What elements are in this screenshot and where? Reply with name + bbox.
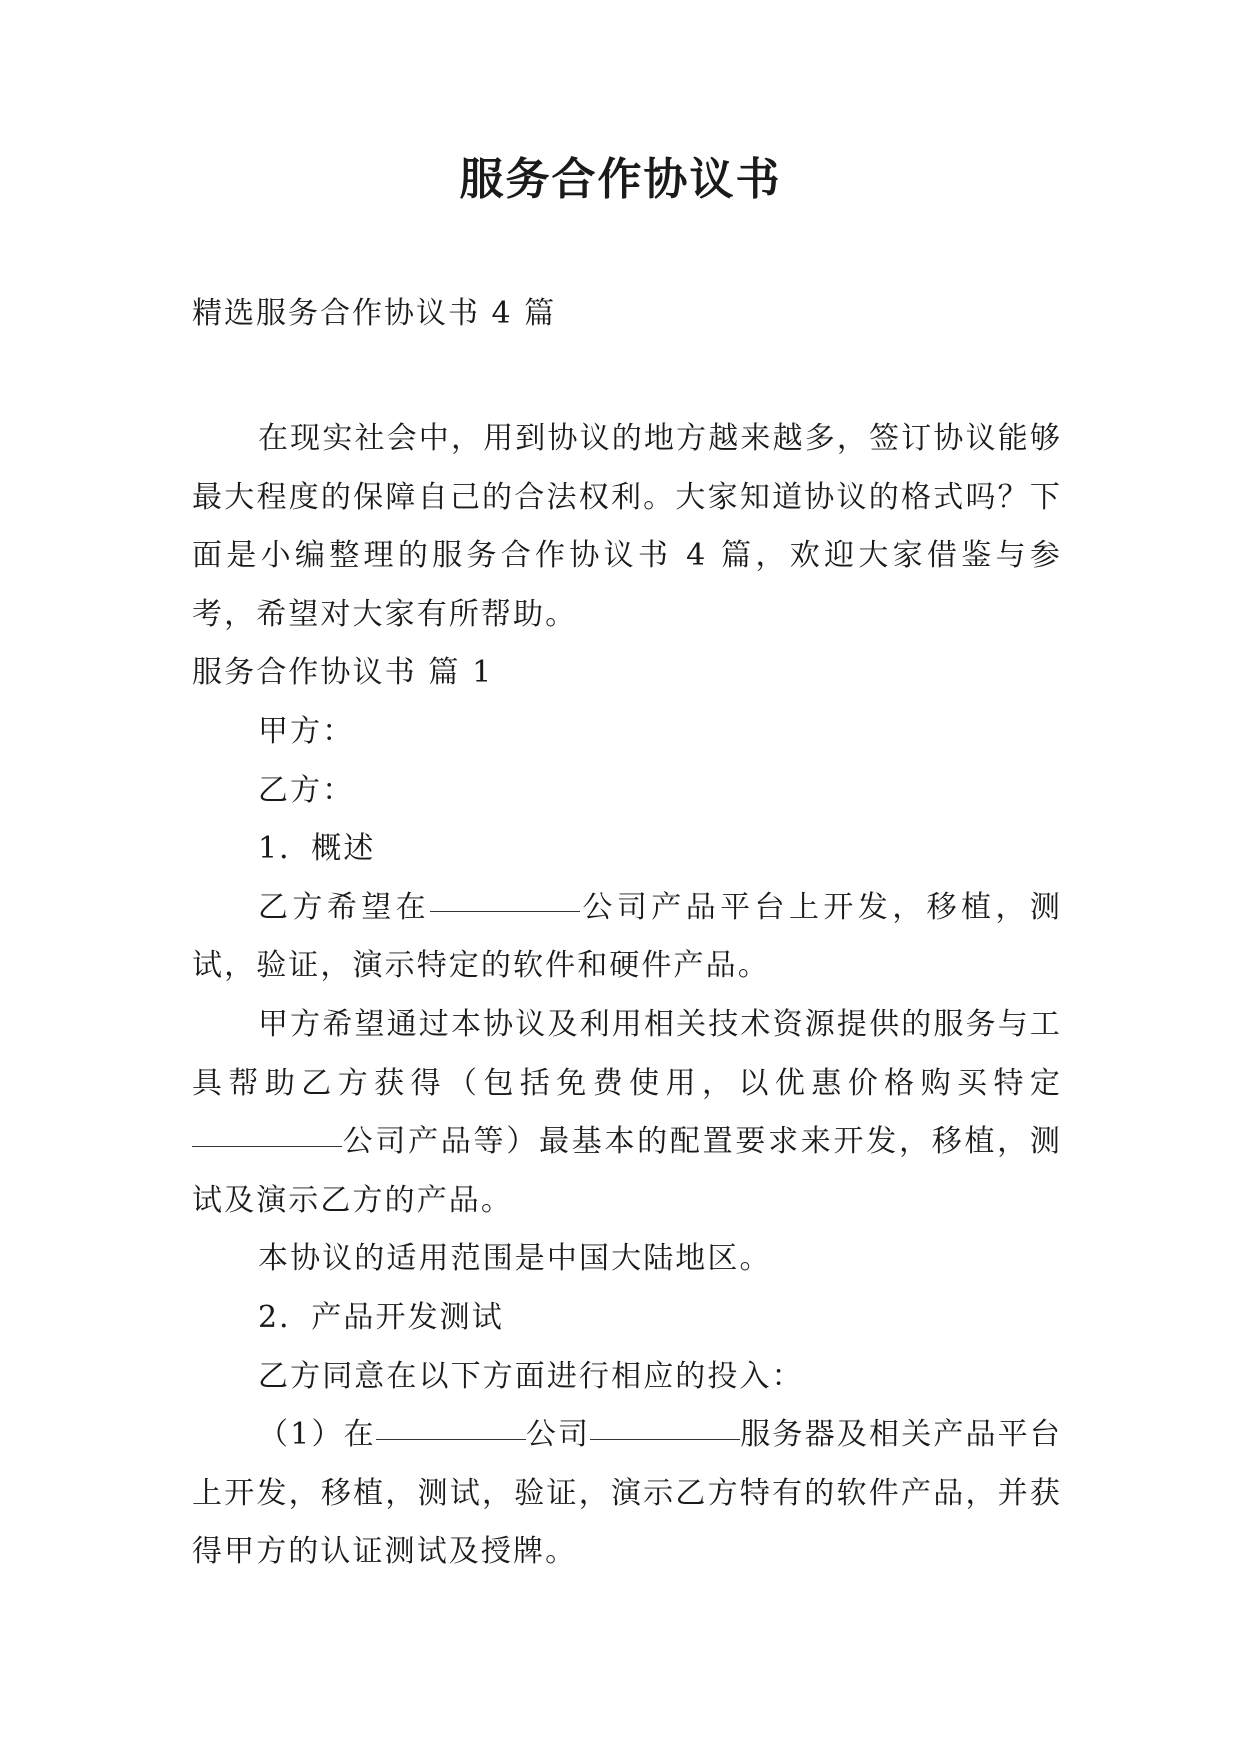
section-heading: 服务合作协议书 篇 1 [192,655,494,691]
blank-line [430,910,580,912]
party-a-line: 甲方： [258,713,355,749]
item-1-heading: 1．概述 [258,831,376,867]
paragraph-5-part-1: （1）在 [258,1417,376,1453]
party-b-line: 乙方： [258,772,355,808]
document-title: 服务合作协议书 [459,154,782,205]
blank-line [376,1438,526,1440]
paragraph-5-part-3: 服务器及相关产品平台上开发，移植，测试，验证，演示乙方特有的软件产品，并获得甲方的认证测试及授牌。 [192,1417,1062,1570]
blank-line [590,1438,740,1440]
blank-line [192,1145,342,1147]
paragraph-5-part-2: 公司 [525,1417,591,1453]
document-subtitle: 精选服务合作协议书 4 篇 [192,296,557,331]
document-body [192,410,1062,1582]
intro-paragraph: 在现实社会中，用到协议的地方越来越多，签订协议能够最大程度的保障自己的合法权利。大家知道协议的格式吗？下面是小编整理的服务合作协议书 4 篇，欢迎大家借鉴与参考，希望对大家有所帮助。 [192,421,1062,632]
item-2-heading: 2．产品开发测试 [258,1299,504,1335]
paragraph-2-end: 公司产品等）最基本的配置要求来开发，移植，测试及演示乙方的产品。 [192,1124,1062,1218]
paragraph-2-start: 甲方希望通过本协议及利用相关技术资源提供的服务与工具帮助乙方获得（包括免费使用，以优惠价格购买特定 [192,1006,1062,1101]
paragraph-1-start: 乙方希望在 [258,889,431,925]
paragraph-1-end: 公司产品平台上开发，移植，测试，验证，演示特定的软件和硬件产品。 [192,889,1062,984]
paragraph-5 [192,1406,1062,1582]
paragraph-4: 乙方同意在以下方面进行相应的投入： [258,1358,804,1394]
paragraph-1 [192,879,1062,996]
paragraph-3: 本协议的适用范围是中国大陆地区。 [258,1241,772,1277]
paragraph-2 [192,996,1062,1230]
